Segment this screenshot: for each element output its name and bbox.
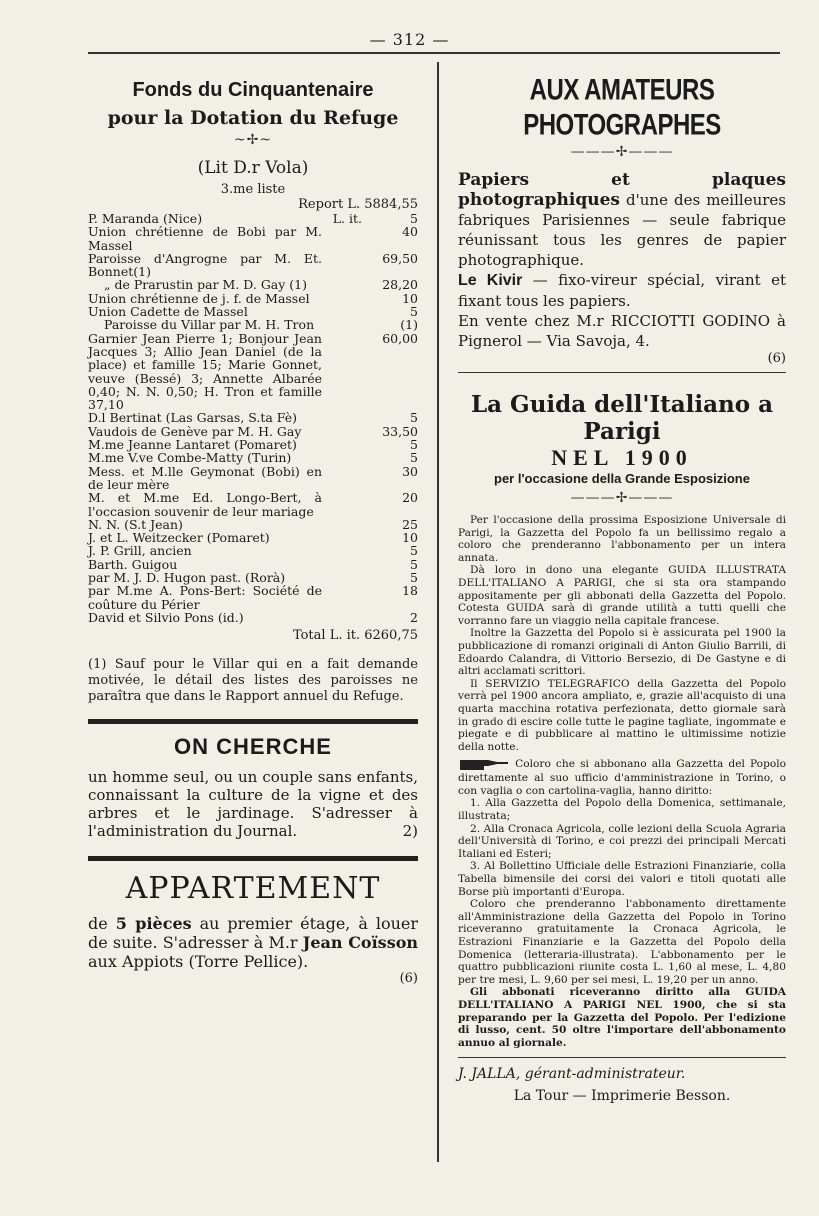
donor-name: Vaudois de Genève par M. H. Gay bbox=[88, 423, 302, 439]
amateurs-body: d'une des meilleures fabriques Parisiennes — seule fabrique réunissant tous les genres de papier photographique. bbox=[458, 191, 786, 269]
donation-amount: 18 bbox=[402, 583, 418, 599]
donor-name: Paroisse du Villar par M. H. Tron bbox=[104, 317, 315, 333]
donation-amount: 5 bbox=[410, 437, 418, 453]
signature-text: J. JALLA, gérant-administrateur. bbox=[458, 1066, 686, 1083]
donation-amount: 10 bbox=[402, 530, 418, 546]
fonds-total: Total L. it. 6260,75 bbox=[292, 628, 418, 644]
guida-closing: Coloro che prenderanno l'abbonamento direttamente all'Amministrazione della Gazzetta del Popolo in Torino riceveranno gratuitamente la Cronaca Agricola, le Estrazioni Finanziarie e la Gazzetta del Popolo della Domenica (letteraria-illustrata). L'abbonamento per le quattro pubblicazioni riunite costa L. 1,60 al mese, L. 4,80 per tre mesi, L. 9,60 per sei mesi, L. 19,20 per un anno. bbox=[458, 898, 786, 986]
fonds-lit: (Lit D.r Vola) bbox=[197, 158, 309, 178]
donation-row bbox=[88, 332, 418, 412]
donation-unit bbox=[322, 225, 362, 252]
donation-amount: 20 bbox=[402, 490, 418, 506]
imprimerie: La Tour — Imprimerie Besson. bbox=[513, 1088, 731, 1105]
donor-name: Paroisse d'Angrogne par M. Et. Bonnet(1) bbox=[88, 250, 322, 280]
donation-row bbox=[88, 451, 418, 464]
cherche-text bbox=[88, 768, 418, 840]
donor-name: M.me V.ve Combe-Matty (Turin) bbox=[88, 450, 292, 466]
donation-amount: 5 bbox=[410, 410, 418, 426]
amateurs-title: AUX AMATEURS PHOTOGRAPHES bbox=[523, 73, 721, 142]
donation-row bbox=[88, 225, 418, 252]
donation-row bbox=[88, 544, 418, 557]
cherche-title: ON CHERCHE bbox=[174, 734, 332, 760]
donor-name: par M. J. D. Hugon past. (Rorà) bbox=[88, 570, 286, 586]
donation-row bbox=[88, 318, 418, 331]
donation-unit bbox=[322, 278, 362, 291]
donation-amount: 5 bbox=[410, 211, 418, 226]
donation-row bbox=[88, 491, 418, 518]
donation-amount: 5 bbox=[410, 570, 418, 586]
appartement-title: APPARTEMENT bbox=[125, 871, 381, 907]
donation-amount: 5 bbox=[410, 556, 418, 572]
donation-amount: 5 bbox=[410, 304, 418, 320]
ornament: ———✢——— bbox=[570, 144, 674, 160]
appt-text-1: de bbox=[88, 914, 108, 934]
donation-row bbox=[88, 584, 418, 611]
donor-name: Union chrétienne de j. f. de Massel bbox=[88, 290, 310, 306]
donor-name: M.me Jeanne Lantaret (Pomaret) bbox=[88, 437, 297, 453]
donor-name: Barth. Guigou bbox=[88, 556, 178, 572]
donation-row bbox=[88, 305, 418, 318]
donation-row bbox=[88, 438, 418, 451]
guida-paragraph: Dà loro in dono una elegante GUIDA ILLUSTRATA DELL'ITALIANO A PARIGI, che si sta ora stampando appositamente per gli abbonati della Gazzetta del Popolo. Cotesta GUIDA sarà di grande utilità a tutti quelli che vorranno fare un viaggio nella capitale francese. bbox=[458, 564, 786, 627]
donation-unit bbox=[322, 558, 362, 571]
column-divider bbox=[437, 62, 439, 1162]
donation-unit: L. it. bbox=[332, 211, 362, 226]
donation-unit bbox=[322, 252, 362, 279]
donation-amount: 60,00 bbox=[382, 330, 418, 346]
donation-row bbox=[88, 558, 418, 571]
donation-unit bbox=[322, 411, 362, 424]
donation-row bbox=[88, 252, 418, 279]
cherche-ref: 2) bbox=[402, 822, 418, 841]
donation-amount: 28,20 bbox=[382, 277, 418, 293]
guida-note: Gli abbonati riceveranno diritto alla GUIDA DELL'ITALIANO A PARIGI NEL 1900, che si sta preparando per la Gazzetta del Popolo. Per l'edizione di lusso, cent. 50 oltre l'importare dell'abbonamento annuo al giornale. bbox=[458, 986, 786, 1049]
donation-amount: 33,50 bbox=[382, 423, 418, 439]
donor-name: par M.me A. Pons-Bert: Société de coûture du Périer bbox=[88, 583, 322, 612]
donation-row bbox=[88, 465, 418, 492]
donor-name: N. N. (S.t Jean) bbox=[88, 516, 183, 532]
header-rule bbox=[88, 52, 780, 54]
donation-unit bbox=[322, 305, 362, 318]
donation-amount: 10 bbox=[402, 290, 418, 306]
donor-name: J. P. Grill, ancien bbox=[88, 543, 192, 559]
donation-row bbox=[88, 212, 418, 225]
donations-table bbox=[88, 212, 418, 624]
donation-unit bbox=[322, 451, 362, 464]
cherche-body: un homme seul, ou un couple sans enfants, connaissant la culture de la vigne et des arbres et le jardinage. S'adresser à l'administration du Journal. bbox=[88, 768, 418, 841]
section-rule bbox=[458, 372, 786, 373]
amateurs-vente: En vente chez M.r RICCIOTTI GODINO à Pignerol — Via Savoja, 4. bbox=[458, 312, 786, 350]
donor-name: Union chrétienne de Bobi par M. Massel bbox=[88, 224, 322, 253]
donor-name: Union Cadette de Massel bbox=[88, 304, 248, 320]
appt-text-3: aux Appiots (Torre Pellice). bbox=[88, 952, 309, 972]
appartement-ref: (6) bbox=[399, 971, 418, 987]
donation-row bbox=[88, 571, 418, 584]
donation-row bbox=[88, 611, 418, 624]
guida-item: 1. Alla Gazzetta del Popolo della Domenica, settimanale, illustrata; bbox=[458, 797, 786, 823]
guida-abbonano bbox=[458, 756, 786, 797]
donation-row bbox=[88, 531, 418, 544]
ornament: ———✢——— bbox=[570, 490, 674, 506]
donation-amount: 25 bbox=[402, 516, 418, 532]
donation-unit bbox=[322, 518, 362, 531]
pointing-hand-icon bbox=[458, 756, 510, 772]
donor-name: M. et M.me Ed. Longo-Bert, à l'occasion souvenir de leur mariage bbox=[88, 490, 322, 519]
appt-five: 5 pièces bbox=[115, 914, 192, 934]
donation-unit bbox=[322, 465, 362, 492]
donor-name: Mess. et M.lle Geymonat (Bobi) en de leur mère bbox=[88, 463, 322, 492]
donation-row bbox=[88, 278, 418, 291]
donation-row bbox=[88, 292, 418, 305]
donation-unit bbox=[322, 584, 362, 611]
fonds-liste: 3.me liste bbox=[220, 182, 286, 197]
donation-amount: 5 bbox=[410, 543, 418, 559]
guida-item: 2. Alla Cronaca Agricola, colle lezioni della Scuola Agraria dell'Università di Torino, e coi prezzi dei principali Mercati Italiani ed Esteri; bbox=[458, 822, 786, 860]
donation-unit bbox=[322, 438, 362, 451]
guida-title: La Guida dell'Italiano a Parigi bbox=[470, 391, 774, 445]
fonds-report: Report L. 5884,55 bbox=[298, 197, 418, 212]
donation-amount: 69,50 bbox=[382, 250, 418, 266]
donation-row bbox=[88, 425, 418, 438]
donation-unit bbox=[322, 544, 362, 557]
footer-rule bbox=[458, 1057, 786, 1058]
donation-amount: 2 bbox=[410, 609, 418, 625]
donation-unit bbox=[322, 531, 362, 544]
appt-text-2: au premier étage, à louer de suite. S'adresser à M.r bbox=[88, 914, 418, 953]
signature bbox=[458, 1066, 786, 1082]
guida-paragraph: Il SERVIZIO TELEGRAFICO della Gazzetta del Popolo verrà pel 1900 ancora ampliato, e, grazie all'acquisto di una quarta macchina rotativa perfezionata, detto giornale sarà in grado di escire colle tutte le pagine tagliate, ingommate e piegate e di pubblicare al mattino le ultimissime notizie della notte. bbox=[458, 677, 786, 753]
guida-paragraph: Per l'occasione della prossima Esposizione Universale di Parigi, la Gazzetta del Popolo fa un bellissimo regalo a coloro che prenderanno l'abbonamento per un intera annata. bbox=[458, 514, 786, 564]
donor-name: P. Maranda (Nice) bbox=[88, 211, 203, 226]
kivir-text: — fixo-vireur spécial, virant et fixant tous les papiers. bbox=[458, 271, 786, 310]
donation-amount: 5 bbox=[410, 450, 418, 466]
donor-name: „ de Prarustin par M. D. Gay (1) bbox=[104, 277, 307, 293]
ornament: ~✢~ bbox=[233, 132, 273, 148]
donor-name: D.l Bertinat (Las Garsas, S.ta Fè) bbox=[88, 410, 298, 426]
donation-unit bbox=[322, 425, 362, 438]
appt-name: Jean Coïsson bbox=[302, 933, 418, 953]
amateurs-lead: Papiers et plaques photographiques bbox=[458, 170, 786, 210]
appartement-text bbox=[88, 914, 418, 971]
donation-row bbox=[88, 518, 418, 531]
amateurs-text bbox=[458, 170, 786, 351]
donation-unit bbox=[322, 292, 362, 305]
guida-item: 3. Al Bollettino Ufficiale delle Estrazioni Finanziarie, colla Tabella bimensile dei corsi dei valori e titoli quotati alle Borse più importanti d'Europa. bbox=[458, 860, 786, 898]
donor-name: J. et L. Weitzecker (Pomaret) bbox=[88, 530, 270, 546]
page-number: — 312 — bbox=[369, 30, 450, 49]
guida-nel: NEL 1900 bbox=[551, 445, 693, 470]
fonds-note: (1) Sauf pour le Villar qui en a fait demande motivée, le détail des listes des paroisses ne paraîtra que dans le Rapport annuel du Refuge. bbox=[88, 657, 418, 705]
guida-abbonano-text: Coloro che si abbonano alla Gazzetta del Popolo direttamente al suo ufficio d'amministrazione in Torino, o con vaglia o con cartolina-vaglia, hanno diritto: bbox=[458, 758, 786, 797]
donation-amount: (1) bbox=[400, 317, 418, 333]
section-rule bbox=[88, 856, 418, 861]
guida-paragraph: Inoltre la Gazzetta del Popolo si è assicurata pel 1900 la pubblicazione di romanzi originali di Anton Giulio Barrili, di Edoardo Calandra, di Vittorio Bersezio, di De Gastyne e di altri acclamati scrittori. bbox=[458, 627, 786, 678]
donation-amount: 30 bbox=[402, 463, 418, 479]
right-column bbox=[458, 70, 786, 1104]
donation-unit bbox=[322, 318, 362, 331]
guida-body bbox=[458, 514, 786, 1049]
donation-unit bbox=[322, 571, 362, 584]
kivir-label: Le Kivir bbox=[458, 272, 523, 289]
donation-amount: 40 bbox=[402, 224, 418, 240]
amateurs-ref: (6) bbox=[767, 351, 786, 366]
guida-occasion: per l'occasione della Grande Esposizione bbox=[494, 471, 750, 486]
donation-unit bbox=[322, 611, 362, 624]
fonds-title-1: Fonds du Cinquantenaire bbox=[132, 79, 374, 101]
donation-row bbox=[88, 411, 418, 424]
donor-name: Garnier Jean Pierre 1; Bonjour Jean Jacques 3; Allio Jean Daniel (de la place) et famille 15; Marie Gonnet, veuve (Bessé) 3; Annette Albarée 0,40; N. N. 0,50; H. Tron et famille 37,10 bbox=[88, 330, 322, 413]
fonds-title-2: pour la Dotation du Refuge bbox=[107, 107, 399, 129]
donation-unit bbox=[322, 332, 362, 412]
section-rule bbox=[88, 719, 418, 724]
donor-name: David et Silvio Pons (id.) bbox=[88, 609, 244, 625]
donation-unit bbox=[322, 491, 362, 518]
left-column bbox=[88, 76, 418, 986]
